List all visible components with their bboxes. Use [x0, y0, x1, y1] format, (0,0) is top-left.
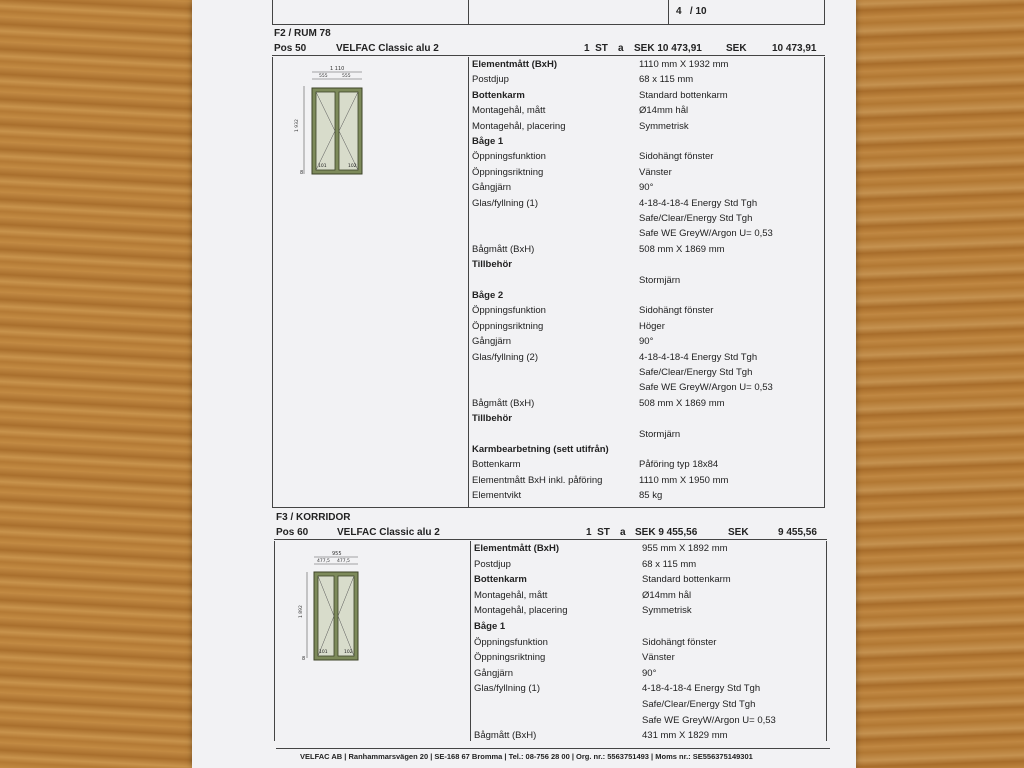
left-sash-dim: 555: [319, 74, 328, 79]
spec-label: Gångjärn: [474, 667, 514, 679]
position-number: Pos 60: [276, 527, 309, 538]
right-sash: [339, 92, 358, 170]
company-footer: VELFAC AB | Ranhammarsvägen 20 | SE-168 67 Bromma | Tel.: 08-756 28 00 | Org. nr.: 5563751493 | Moms nr.: SE556375149301: [300, 752, 753, 761]
spec-value: Symmetrisk: [639, 120, 689, 132]
unit-price: SEK 9 455,56: [635, 527, 698, 538]
right-sash: [338, 576, 354, 656]
spec-label: Öppningsriktning: [472, 166, 544, 178]
spec-value: Vänster: [639, 166, 672, 178]
width-dim-label: 955: [332, 551, 342, 557]
spec-label: Glas/fyllning (1): [474, 683, 540, 695]
spec-value: 508 mm X 1869 mm: [639, 397, 725, 409]
width-dim-label: 1 110: [330, 66, 345, 72]
spec-value: Safe WE GreyW/Argon U= 0,53: [639, 228, 773, 240]
currency: SEK: [728, 527, 749, 538]
spec-value: 1110 mm X 1932 mm: [639, 59, 729, 70]
marker-label: 8: [302, 656, 306, 662]
spec-value: Safe/Clear/Energy Std Tgh: [639, 367, 753, 378]
right-sash-number: 102: [348, 164, 357, 169]
spec-label: Bottenkarm: [472, 459, 521, 471]
spec-value: Symmetrisk: [642, 605, 692, 617]
spec-value: 85 kg: [639, 490, 663, 502]
spec-label: Tillbehör: [472, 259, 512, 271]
spec-value: Standard bottenkarm: [642, 574, 731, 586]
window-drawing-pos60: [294, 546, 374, 666]
spec-label: Elementvikt: [472, 490, 522, 502]
position-number: Pos 50: [274, 43, 307, 54]
page-number: 4 / 10: [676, 6, 707, 17]
line-total: 10 473,91: [772, 43, 817, 54]
spec-value: Påföring typ 18x84: [639, 459, 719, 471]
spec-label: Montagehål, placering: [474, 605, 568, 617]
spec-label: Montagehål, mått: [474, 589, 548, 601]
product-name: VELFAC Classic alu 2: [336, 43, 439, 54]
spec-label: Öppningsriktning: [472, 320, 544, 332]
marker-label: 8: [300, 170, 304, 176]
spec-value: 90°: [639, 336, 654, 348]
left-sash-dim: 477,5: [317, 559, 330, 564]
right-sash-dim: 555: [342, 74, 351, 79]
spec-value: 90°: [639, 182, 654, 194]
spec-label: Bottenkarm: [474, 574, 527, 586]
spec-value: 508 mm X 1869 mm: [639, 243, 725, 255]
spec-label: Öppningsfunktion: [474, 636, 548, 648]
spec-value: Safe WE GreyW/Argon U= 0,53: [639, 382, 773, 394]
spec-value: Stormjärn: [639, 428, 681, 440]
spec-value: 431 mm X 1829 mm: [642, 730, 728, 742]
wooden-table-right: [856, 0, 1024, 768]
spec-value: 4-18-4-18-4 Energy Std Tgh: [639, 351, 758, 363]
left-sash-number: 101: [319, 650, 328, 655]
at-symbol: a: [618, 43, 624, 54]
spec-label: Postdjup: [472, 74, 509, 86]
spec-value: Höger: [639, 320, 665, 332]
spec-label: Båge 1: [474, 621, 506, 632]
line-total: 9 455,56: [778, 527, 817, 538]
spec-value: Stormjärn: [639, 274, 681, 286]
room-heading: F3 / KORRIDOR: [276, 512, 351, 523]
spec-label: Tillbehör: [472, 413, 512, 425]
wooden-table-left: [0, 0, 192, 768]
spec-label: Öppningsriktning: [474, 652, 546, 664]
left-sash-number: 101: [318, 164, 327, 169]
spec-value: 68 x 115 mm: [642, 558, 697, 570]
spec-value: Vänster: [642, 652, 675, 664]
spec-label: Öppningsfunktion: [472, 151, 546, 163]
spec-value: Ø14mm hål: [642, 589, 692, 601]
spec-label: Gångjärn: [472, 336, 512, 348]
at-symbol: a: [620, 527, 626, 538]
document-page: [192, 0, 856, 768]
spec-value: Sidohängt fönster: [639, 305, 714, 317]
spec-value: Safe/Clear/Energy Std Tgh: [642, 699, 756, 710]
spec-value: Standard bottenkarm: [639, 89, 728, 101]
spec-value: 90°: [642, 667, 657, 679]
spec-label: Elementmått (BxH): [474, 543, 559, 554]
room-heading: F2 / RUM 78: [274, 28, 331, 39]
spec-label: Öppningsfunktion: [472, 305, 546, 317]
window-drawing-pos50: [290, 62, 370, 182]
spec-label: Montagehål, mått: [472, 105, 546, 117]
spec-value: 68 x 115 mm: [639, 74, 694, 86]
unit-price: SEK 10 473,91: [634, 43, 702, 54]
height-dim-label: 1 932: [295, 119, 300, 132]
spec-value: Ø14mm hål: [639, 105, 689, 117]
spec-label: Glas/fyllning (1): [472, 197, 538, 209]
spec-label: Båge 1: [472, 136, 504, 147]
spec-label: Bågmått (BxH): [472, 397, 535, 409]
spec-label: Gångjärn: [472, 182, 512, 194]
spec-value: Safe/Clear/Energy Std Tgh: [639, 213, 753, 224]
left-sash: [318, 576, 334, 656]
spec-label: Glas/fyllning (2): [472, 351, 538, 363]
spec-label: Båge 2: [472, 290, 504, 301]
spec-value: 955 mm X 1892 mm: [642, 543, 728, 554]
right-sash-number: 102: [344, 650, 353, 655]
spec-label: Karmbearbetning (sett utifrån): [472, 444, 609, 455]
spec-label: Montagehål, placering: [472, 120, 566, 132]
spec-label: Bottenkarm: [472, 89, 525, 101]
quantity: 1 ST: [586, 527, 610, 538]
currency: SEK: [726, 43, 747, 54]
quantity: 1 ST: [584, 43, 608, 54]
left-sash: [316, 92, 335, 170]
spec-label: Postdjup: [474, 558, 511, 570]
height-dim-label: 1 892: [299, 605, 304, 618]
spec-label: Elementmått (BxH): [472, 59, 557, 70]
spec-label: Elementmått BxH inkl. påföring: [472, 474, 603, 486]
spec-value: Safe WE GreyW/Argon U= 0,53: [642, 714, 776, 726]
spec-value: 4-18-4-18-4 Energy Std Tgh: [642, 683, 761, 695]
spec-label: Bågmått (BxH): [474, 730, 537, 742]
spec-label: Bågmått (BxH): [472, 243, 535, 255]
spec-value: Sidohängt fönster: [639, 151, 714, 163]
spec-value: Sidohängt fönster: [642, 636, 717, 648]
product-name: VELFAC Classic alu 2: [337, 527, 440, 538]
spec-value: 4-18-4-18-4 Energy Std Tgh: [639, 197, 758, 209]
right-sash-dim: 477,5: [337, 559, 350, 564]
spec-value: 1110 mm X 1950 mm: [639, 474, 729, 486]
